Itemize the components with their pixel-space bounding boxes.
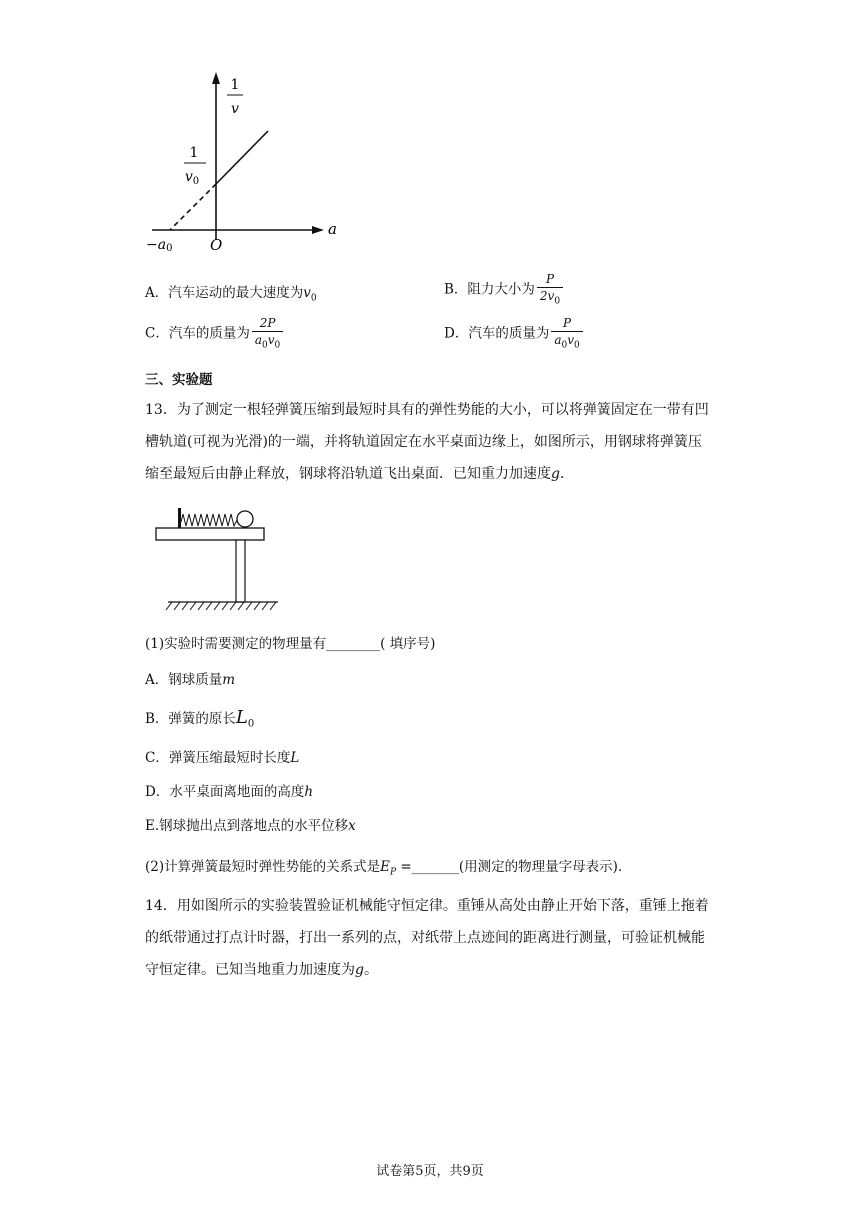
q13-stem: 13．为了测定一根轻弹簧压缩到最短时具有的弹性势能的大小，可以将弹簧固定在一带有凹槽轨道(可视为光滑)的一端，并将轨道固定在水平桌面边缘上，如图所示，用钢球将弹簧压缩至最短后由静止释放，钢球将沿轨道飞出桌面．已知重力加速度g． bbox=[145, 402, 709, 482]
q13-option-d: D．水平桌面离地面的高度h bbox=[145, 784, 314, 800]
x-intercept-label: −a0 bbox=[146, 237, 173, 254]
track-end-block bbox=[178, 508, 181, 528]
q13-option-e: E.钢球抛出点到落地点的水平位移x bbox=[145, 818, 356, 834]
spring bbox=[181, 514, 237, 526]
x-axis-arrow bbox=[312, 226, 324, 234]
table-leg bbox=[236, 540, 245, 602]
graph-line bbox=[216, 131, 268, 184]
graph-dashed-extension bbox=[170, 184, 216, 230]
y-label-num: 1 bbox=[230, 77, 240, 93]
q14-stem: 14．用如图所示的实验装置验证机械能守恒定律。重锤从高处由静止开始下落，重锤上拖着的纸带通过打点计时器，打出一系列的点，对纸带上点迹间的距离进行测量，可验证机械能守恒定律。已知当地重力加速度为g。 bbox=[145, 898, 709, 978]
q12-option-a: A．汽车运动的最大速度为$v_0$ bbox=[145, 285, 317, 304]
x-axis-label: a bbox=[328, 220, 337, 238]
spring-apparatus-figure bbox=[150, 504, 290, 616]
q12-option-c: C．汽车的质量为 $\frac{2P}{a_0v_0}$ bbox=[145, 316, 283, 352]
inverse-velocity-acceleration-graph bbox=[130, 68, 360, 258]
steel-ball bbox=[237, 511, 253, 527]
q13-sub2: (2)计算弹簧最短时弹性势能的关系式是$E_P$ =_______(用测定的物理量字母表示). bbox=[145, 859, 623, 878]
table-top bbox=[156, 528, 264, 540]
intercept-den: $v_0$ bbox=[184, 169, 200, 187]
q13-option-c: C．弹簧压缩最短时长度L bbox=[145, 750, 300, 766]
q12-option-b: B．阻力大小为 $\frac{P}{2v_0}$ bbox=[444, 272, 563, 308]
section-title: 三、实验题 bbox=[145, 372, 213, 388]
y-axis-arrow bbox=[212, 72, 220, 84]
q13-sub1: (1)实验时需要测定的物理量有________( 填序号) bbox=[145, 636, 436, 652]
y-label-den: v bbox=[231, 101, 239, 117]
q13-option-a: A．钢球质量m bbox=[145, 672, 236, 688]
intercept-num: 1 bbox=[189, 145, 199, 161]
q13-option-b: B．弹簧的原长$L_0$ bbox=[145, 707, 255, 730]
ground-hatching bbox=[166, 602, 276, 610]
origin-label: O bbox=[210, 236, 223, 254]
q12-option-d: D．汽车的质量为 $\frac{P}{a_0v_0}$ bbox=[444, 316, 583, 352]
page-footer: 试卷第5页，共9页 bbox=[376, 1164, 484, 1179]
